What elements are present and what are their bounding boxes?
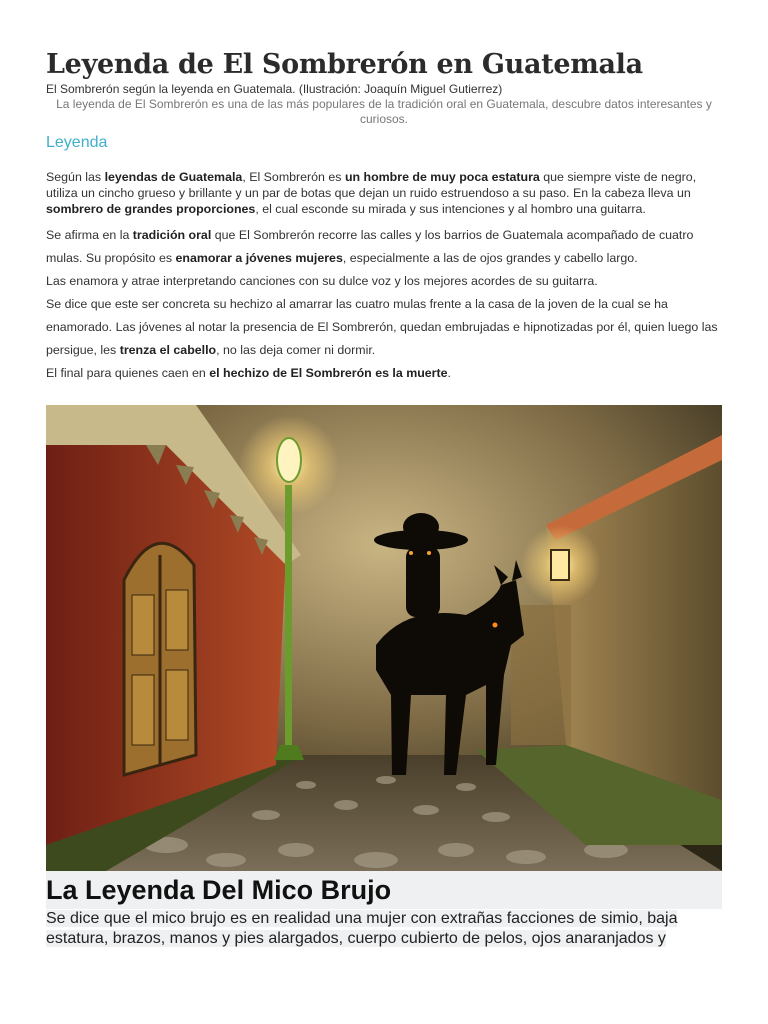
page-title: Leyenda de El Sombrerón en Guatemala	[46, 49, 643, 80]
sombreron-illustration	[46, 405, 722, 871]
text: , el cual esconde su mirada y sus intenciones y al hombro una guitarra.	[255, 202, 646, 216]
text: Según las	[46, 170, 105, 184]
paragraph-5: El final para quienes caen en	[46, 366, 210, 380]
bold-text: trenza el cabello	[119, 343, 217, 357]
article-summary: La leyenda de El Sombrerón es una de las más populares de la tradición oral en Guatemala, descubre datos interesantes y curiosos.	[56, 97, 712, 126]
paragraph-2	[46, 224, 722, 385]
text: que siempre viste de negro, utiliza un cincho grueso y brillante y un par de botas que dejan un ruido estruendoso a su paso. En la cabeza lleva un	[46, 170, 697, 200]
link-tradicion-oral[interactable]: tradición oral	[132, 228, 212, 242]
next-article-lead	[46, 909, 722, 949]
text: que El Sombrerón recorre las calles y los barrios de Guatemala acompañado de cuatro mulas. Su propósito es	[46, 228, 694, 265]
bold-text: enamorar a jóvenes mujeres	[175, 251, 343, 265]
next-article-heading-bar	[46, 871, 722, 909]
text: , no las deja comer ni dormir.	[216, 343, 376, 357]
paragraph-1	[46, 169, 722, 217]
section-label[interactable]: Leyenda	[46, 134, 108, 151]
lead-text: Se dice que el mico brujo es en realidad una mujer con extrañas facciones de simio, baja estatura, brazos, manos y pies alargados, cuerpo cubierto de pelos, ojos anaranjados y	[46, 910, 678, 947]
paragraph-4: Se dice que este ser concreta su hechizo al amarrar las cuatro mulas frente a la casa de la joven de la cual se ha enamorado. Las jóvenes al notar la presencia de El Sombrerón, quedan embrujadas e hipnotizadas por él, quien luego las persigue, les	[46, 297, 718, 357]
bold-text: sombrero de grandes proporciones	[46, 202, 256, 216]
image-caption: El Sombrerón según la leyenda en Guatemala. (Ilustración: Joaquín Miguel Gutierrez)	[46, 82, 503, 96]
bold-text: el hechizo de El Sombrerón es la muerte	[209, 366, 448, 380]
bold-text: un hombre de muy poca estatura	[344, 170, 540, 184]
text: , El Sombrerón es	[242, 170, 345, 184]
next-article-title[interactable]: La Leyenda Del Mico Brujo	[46, 875, 392, 905]
link-leyendas[interactable]: leyendas de Guatemala	[104, 170, 243, 184]
text: , especialmente a las de ojos grandes y cabello largo.	[342, 251, 638, 265]
article	[46, 48, 722, 385]
paragraph-3: Las enamora y atrae interpretando canciones con su dulce voz y los mejores acordes de su guitarra.	[46, 274, 598, 288]
text: Se afirma en la	[46, 228, 133, 242]
text: .	[447, 366, 451, 380]
